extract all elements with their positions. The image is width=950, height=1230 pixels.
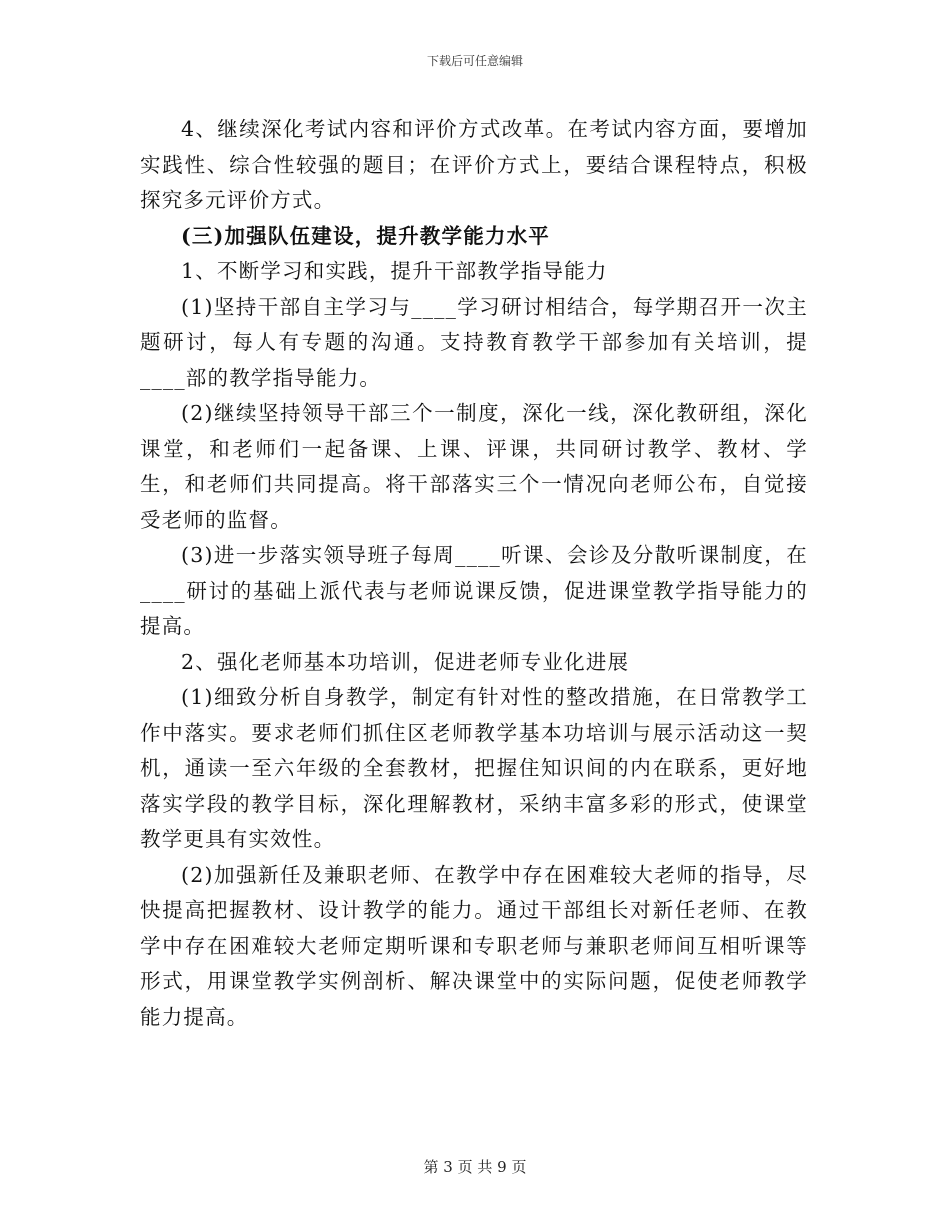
document-body — [140, 112, 808, 1035]
paragraph-teaching-analysis: (1)细致分析自身教学，制定有针对性的整改措施，在日常教学工作中落实。要求老师们抓住区老师教学基本功培训与展示活动这一契机，通读一至六年级的全套教材，把握住知识间的内在联系，更好地落实学段的教学目标，深化理解教材，采纳丰富多彩的形式，使课堂教学更具有实效性。 — [140, 685, 808, 851]
subheading-cadre-ability: 1、不断学习和实践，提升干部教学指导能力 — [181, 259, 608, 283]
paragraph-cadre-study: (1)坚持干部自主学习与____学习研讨相结合，每学期召开一次主题研讨，每人有专题的沟通。支持教育教学干部参加有关培训，提____部的教学指导能力。 — [140, 294, 808, 390]
page-number: 第 3 页 共 9 页 — [423, 1158, 527, 1176]
paragraph-new-teacher-guidance: (2)加强新任及兼职老师、在教学中存在困难较大老师的指导，尽快提高把握教材、设计教学的能力。通过干部组长对新任老师、在教学中存在困难较大老师定期听课和专职老师与兼职老师间互相听课等形式，用课堂教学实例剖析、解决课堂中的实际问题，促使老师教学能力提高。 — [140, 862, 808, 1029]
subheading-teacher-training: 2、强化老师基本功培训，促进老师专业化进展 — [181, 649, 630, 674]
paragraph-item-4-exam-reform: 4、继续深化考试内容和评价方式改革。在考试内容方面，要增加实践性、综合性较强的题目；在评价方式上，要结合课程特点，积极探究多元评价方式。 — [140, 117, 808, 212]
page-header: 下载后可任意编辑 — [426, 54, 523, 68]
section-heading-team-building: (三)加强队伍建设，提升教学能力水平 — [181, 223, 550, 248]
paragraph-three-one-system: (2)继续坚持领导干部三个一制度，深化一线，深化教研组，深化课堂，和老师们一起备课、上课、评课，共同研讨教学、教材、学生，和老师们共同提高。将干部落实三个一情况向老师公布，自觉接受老师的监督。 — [140, 401, 808, 532]
paragraph-lesson-observation: (3)进一步落实领导班子每周____听课、会诊及分散听课制度，在____研讨的基础上派代表与老师说课反馈，促进课堂教学指导能力的提高。 — [140, 543, 808, 638]
